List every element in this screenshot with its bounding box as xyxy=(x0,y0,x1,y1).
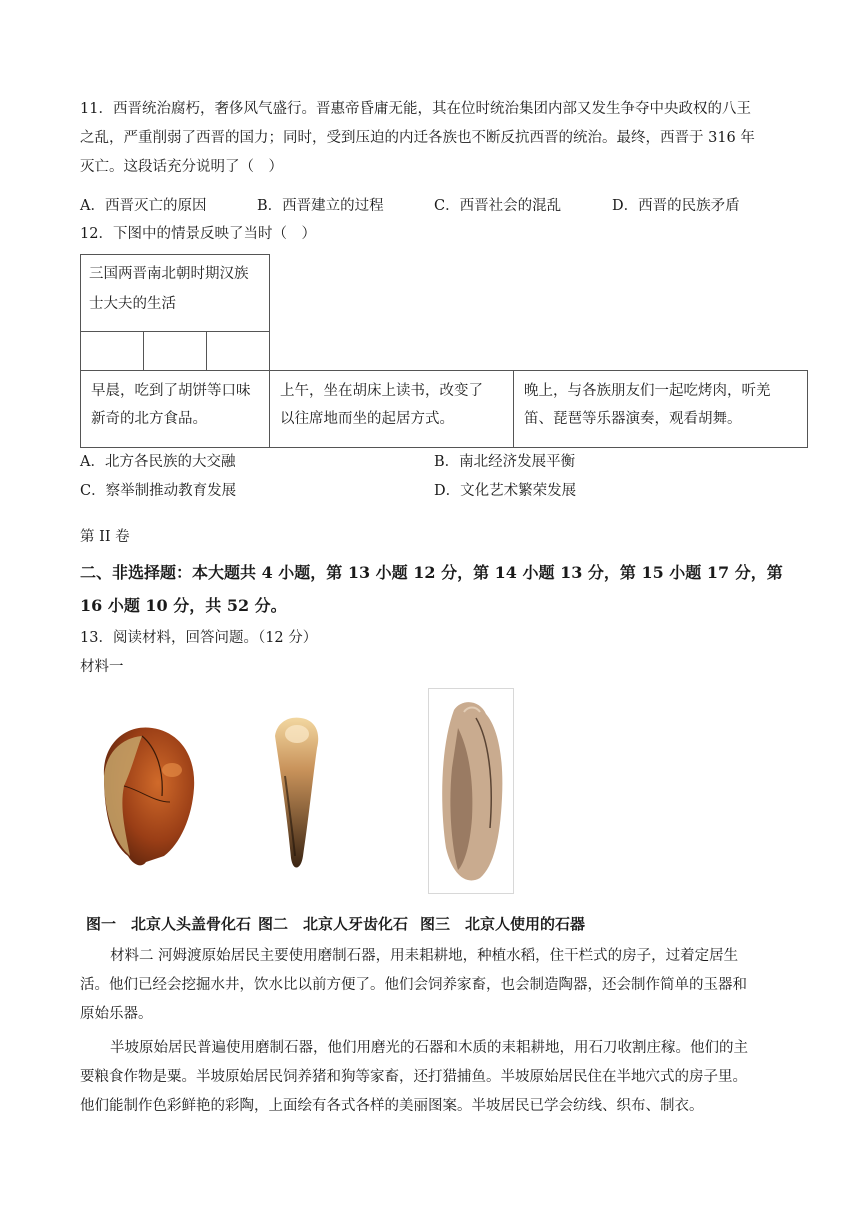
morning-line-2: 新奇的北方食品。 xyxy=(91,411,207,427)
table-title-line-2: 士大夫的生活 xyxy=(89,296,176,312)
evening-line-1: 晚上，与各族朋友们一起吃烤肉，听羌 xyxy=(524,383,771,399)
table-noon-cell xyxy=(269,370,514,448)
banpo-paragraph-line-3: 他们能制作色彩鲜艳的彩陶，上面绘有各式各样的美丽图案。半坡居民已学会纺线、织布、制衣。 xyxy=(80,1098,704,1114)
q11-line-2: 之乱，严重削弱了西晋的国力；同时，受到压迫的内迁各族也不断反抗西晋的统治。最终，西晋于 316 年 xyxy=(80,130,755,146)
stone-tool-image xyxy=(428,688,514,894)
q11-option-c: C．西晋社会的混乱 xyxy=(434,198,562,214)
q12-option-b: B．南北经济发展平衡 xyxy=(434,454,576,470)
q11-line-1: 11．西晋统治腐朽，奢侈风气盛行。晋惠帝昏庸无能，其在位时统治集团内部又发生争夺中央政权的八王 xyxy=(80,101,751,117)
q13-stem: 13．阅读材料，回答问题。（12 分） xyxy=(80,630,318,646)
q11-line-3: 灭亡。这段话充分说明了（ ） xyxy=(80,159,283,175)
q12-option-c: C．察举制推动教育发展 xyxy=(80,483,237,499)
q12-stem: 12．下图中的情景反映了当时（ ） xyxy=(80,226,316,242)
q11-option-b: B．西晋建立的过程 xyxy=(257,198,384,214)
tooth-fossil-image xyxy=(259,706,335,880)
q12-option-d: D．文化艺术繁荣发展 xyxy=(434,483,577,499)
figure-three-caption: 图三 北京人使用的石器 xyxy=(420,915,586,933)
skull-fossil-image xyxy=(84,706,198,880)
q11-option-a: A．西晋灭亡的原因 xyxy=(80,198,207,214)
banpo-paragraph-line-1: 半坡原始居民普遍使用磨制石器，他们用磨光的石器和木质的耒耜耕地，用石刀收割庄稼。他们的主 xyxy=(110,1040,748,1056)
section-heading-line-1: 二、非选择题：本大题共 4 小题，第 13 小题 12 分，第 14 小题 13 分，第 15 小题 17 分，第 xyxy=(80,563,783,582)
q11-option-d: D．西晋的民族矛盾 xyxy=(612,198,740,214)
material-two-line-3: 原始乐器。 xyxy=(80,1006,153,1022)
table-title-cell xyxy=(80,254,270,332)
figure-two-caption: 图二 北京人牙齿化石 xyxy=(258,915,409,933)
noon-line-2: 以往席地而坐的起居方式。 xyxy=(280,411,454,427)
table-morning-cell xyxy=(80,370,270,448)
volume-label: 第 II 卷 xyxy=(80,529,130,545)
material-two-line-2: 活。他们已经会挖掘水井，饮水比以前方便了。他们会饲养家畜，也会制造陶器，还会制作简单的玉器和 xyxy=(80,977,747,993)
banpo-paragraph-line-2: 要粮食作物是粟。半坡原始居民饲养猪和狗等家畜，还打猎捕鱼。半坡原始居民住在半地穴式的房子里。 xyxy=(80,1069,747,1085)
material-one-label: 材料一 xyxy=(80,659,124,675)
morning-line-1: 早晨，吃到了胡饼等口味 xyxy=(91,383,251,399)
table-empty-cell xyxy=(143,331,207,371)
section-heading-line-2: 16 小题 10 分，共 52 分。 xyxy=(80,596,287,615)
q12-option-a: A．北方各民族的大交融 xyxy=(80,454,236,470)
table-empty-cell xyxy=(80,331,144,371)
evening-line-2: 笛、琵琶等乐器演奏，观看胡舞。 xyxy=(524,411,742,427)
table-evening-cell xyxy=(513,370,808,448)
table-title-line-1: 三国两晋南北朝时期汉族 xyxy=(89,266,249,282)
material-two-line-1: 材料二 河姆渡原始居民主要使用磨制石器，用耒耜耕地，种植水稻，住干栏式的房子，过着定居生 xyxy=(110,948,739,964)
table-empty-cell xyxy=(206,331,270,371)
figure-one-caption: 图一 北京人头盖骨化石 xyxy=(86,915,252,933)
noon-line-1: 上午，坐在胡床上读书，改变了 xyxy=(280,383,483,399)
